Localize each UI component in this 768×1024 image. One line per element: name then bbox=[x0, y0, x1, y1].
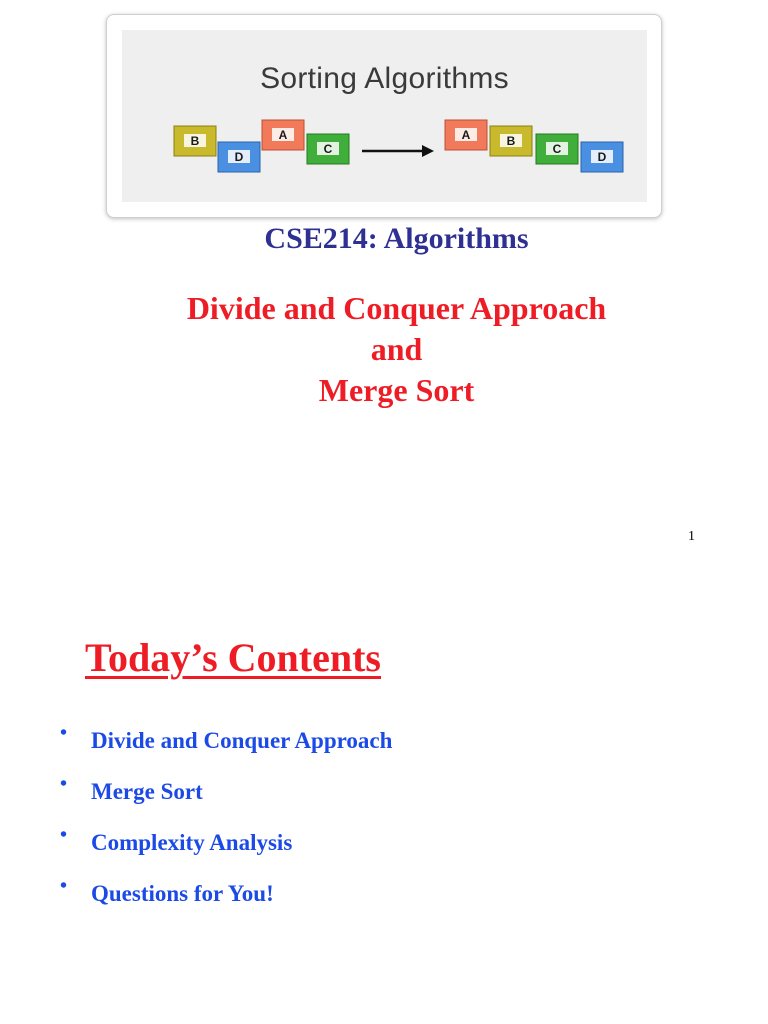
block-d-unsorted bbox=[218, 142, 260, 172]
unsorted-blocks bbox=[174, 120, 349, 172]
block-d-sorted bbox=[581, 142, 623, 172]
subtitle-line-1: Divide and Conquer Approach bbox=[186, 290, 607, 326]
bullet-icon: • bbox=[60, 773, 68, 795]
sorting-blocks-illustration bbox=[122, 30, 647, 202]
page-number: 1 bbox=[688, 529, 695, 544]
sorted-blocks bbox=[445, 120, 623, 172]
subtitle-line-3: Merge Sort bbox=[318, 372, 475, 408]
block-b-sorted bbox=[490, 126, 532, 156]
banner-title: Sorting Algorithms bbox=[260, 62, 509, 95]
block-letter: C bbox=[323, 142, 333, 156]
bullet-icon: • bbox=[60, 722, 68, 744]
banner-background bbox=[122, 30, 647, 202]
arrow-right-icon bbox=[362, 145, 434, 157]
title-banner-image bbox=[106, 14, 662, 218]
block-letter: B bbox=[506, 134, 516, 148]
block-c-sorted bbox=[536, 134, 578, 164]
block-letter: A bbox=[278, 128, 288, 142]
block-letter: D bbox=[597, 150, 607, 164]
block-a-unsorted bbox=[262, 120, 304, 150]
block-c-unsorted bbox=[307, 134, 349, 164]
list-item-label: Divide and Conquer Approach bbox=[91, 728, 393, 753]
bullet-icon: • bbox=[60, 824, 68, 846]
list-item-label: Merge Sort bbox=[91, 779, 203, 804]
block-letter: B bbox=[190, 134, 200, 148]
list-item-label: Questions for You! bbox=[91, 881, 274, 906]
block-letter: D bbox=[234, 150, 244, 164]
block-letter: C bbox=[552, 142, 562, 156]
subtitle-line-2: and bbox=[370, 331, 423, 367]
block-b-unsorted bbox=[174, 126, 216, 156]
contents-heading: Today’s Contents bbox=[85, 635, 381, 680]
list-item-label: Complexity Analysis bbox=[91, 830, 293, 855]
block-letter: A bbox=[461, 128, 471, 142]
block-a-sorted bbox=[445, 120, 487, 150]
course-title: CSE214: Algorithms bbox=[264, 222, 529, 255]
bullet-icon: • bbox=[60, 875, 68, 897]
lecture-subtitle bbox=[0, 288, 768, 411]
